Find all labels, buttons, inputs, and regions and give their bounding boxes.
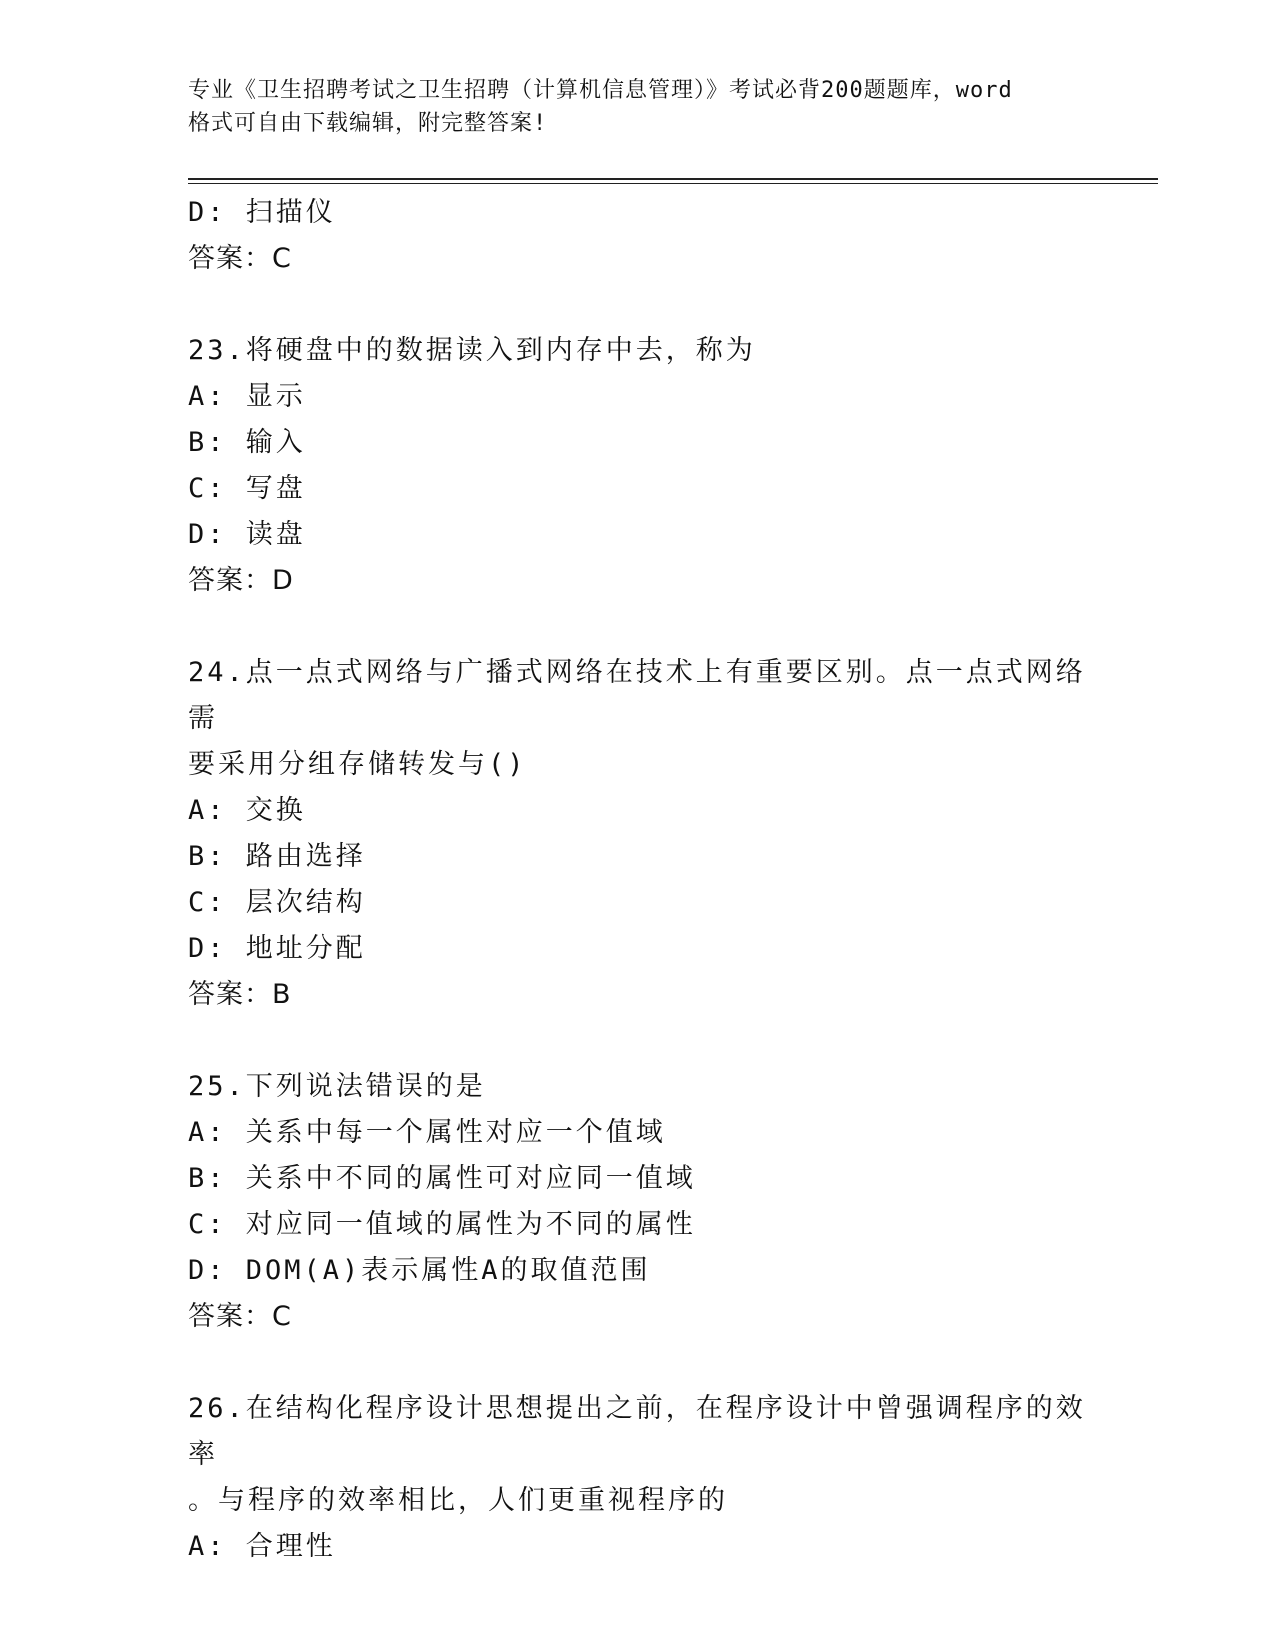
option-c: C: 对应同一值域的属性为不同的属性 [188, 1209, 696, 1240]
option-a: A: 显示 [188, 381, 306, 412]
answer-line: 答案：C [188, 1301, 292, 1332]
option-a: A: 关系中每一个属性对应一个值域 [188, 1117, 666, 1148]
spacer [188, 282, 1088, 328]
answer-line: 答案：D [188, 565, 294, 596]
spacer [188, 1018, 1088, 1064]
option-a: A: 交换 [188, 795, 306, 826]
option-c: C: 层次结构 [188, 887, 366, 918]
question-25 [188, 1064, 1088, 1340]
question-text-line-1: 26.在结构化程序设计思想提出之前，在程序设计中曾强调程序的效率 [188, 1393, 1086, 1470]
question-text-line-2: 。与程序的效率相比，人们更重视程序的 [188, 1485, 728, 1516]
question-text: 23.将硬盘中的数据读入到内存中去，称为 [188, 335, 756, 366]
question-list [188, 190, 1088, 1570]
question-text: 25.下列说法错误的是 [188, 1071, 486, 1102]
question-26 [188, 1386, 1088, 1570]
option-d: D: 读盘 [188, 519, 306, 550]
spacer [188, 1340, 1088, 1386]
option-b: B: 输入 [188, 427, 306, 458]
option-d: D: 地址分配 [188, 933, 366, 964]
option-b: B: 关系中不同的属性可对应同一值域 [188, 1163, 696, 1194]
option-b: B: 路由选择 [188, 841, 366, 872]
question-24 [188, 650, 1088, 1018]
option-c: C: 写盘 [188, 473, 306, 504]
question-text-line-2: 要采用分组存储转发与() [188, 749, 527, 780]
question-text-line-1: 24.点一点式网络与广播式网络在技术上有重要区别。点一点式网络需 [188, 657, 1086, 734]
spacer [188, 604, 1088, 650]
question-23 [188, 328, 1088, 604]
option-d: D: DOM(A)表示属性A的取值范围 [188, 1255, 651, 1286]
header-divider [188, 178, 1158, 184]
header-line-2: 格式可自由下载编辑，附完整答案! [188, 111, 548, 136]
option-a: A: 合理性 [188, 1531, 336, 1562]
answer-line: 答案：C [188, 243, 292, 274]
document-header [188, 74, 1098, 140]
answer-line: 答案：B [188, 979, 292, 1010]
header-line-1: 专业《卫生招聘考试之卫生招聘（计算机信息管理）》考试必背200题题库，word [188, 78, 1013, 103]
option-d: D: 扫描仪 [188, 197, 336, 228]
